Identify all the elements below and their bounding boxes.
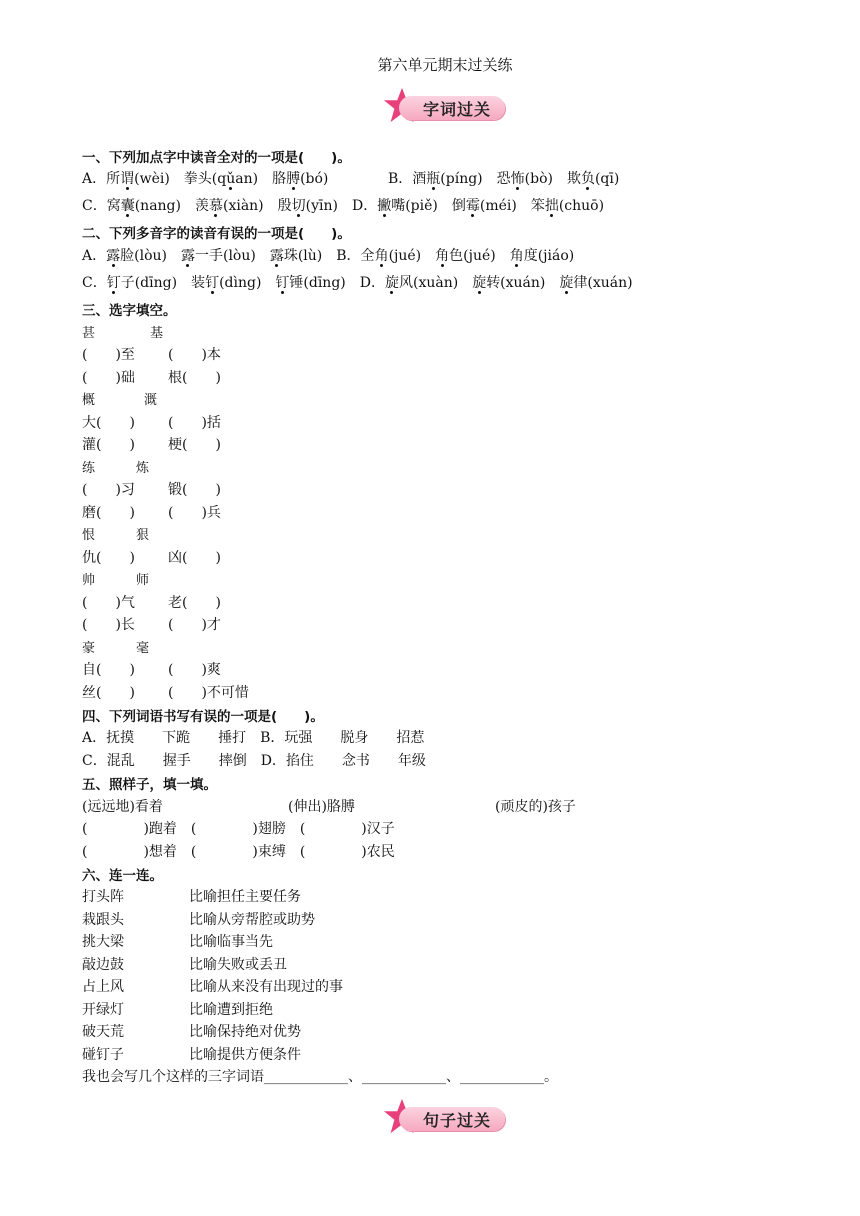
line-37-part-2: 比喻从来没有出现过的事 (189, 979, 343, 995)
line-39-part-2: 比喻保持绝对优势 (189, 1024, 301, 1040)
line-26: A．抚摸 下跪 捶打 B．玩强 脱身 招惹 (82, 730, 425, 746)
dotted-char: 拙 (544, 198, 559, 214)
dotted-char: 负 (580, 171, 595, 187)
dotted-char: 旋 (559, 275, 574, 291)
line-25: 四、下列词语书写有误的一项是( )。 (82, 709, 324, 725)
line-28: 五、照样子，填一填。 (82, 777, 217, 793)
line-41: 我也会写几个这样的三字词语____________、____________、____________。 (82, 1069, 558, 1085)
dotted-char: 旋 (472, 275, 487, 291)
line-37-part-1: 占上风 (82, 979, 124, 995)
line-3: C．窝囊(nang) 羡慕(xiàn) 殷切(yīn) D．撇嘴(piě) 倒霉(méi) 笨拙(chuō) (82, 198, 605, 214)
line-9-part-1: ( )至 (82, 347, 135, 363)
line-38-part-2: 比喻遭到拒绝 (189, 1002, 273, 1018)
badge-label: 字词过关 (423, 100, 492, 119)
line-13-part-1: 灌( ) (82, 437, 135, 453)
line-40-part-2: 比喻提供方便条件 (189, 1047, 301, 1063)
line-29-part-1: (远远地)看着 (82, 799, 163, 815)
dotted-char: 撇 (377, 198, 392, 214)
line-4: 二、下列多音字的读音有误的一项是( )。 (82, 226, 351, 242)
line-35-part-2: 比喻临事当先 (189, 934, 273, 950)
line-29-part-3: (顽皮的)孩子 (495, 799, 576, 815)
line-38-part-1: 开绿灯 (82, 1002, 124, 1018)
line-6: C．钉子(dīng) 装钉(dìng) 钉锤(dīng) D．旋风(xuàn) 旋转(xuán) 旋律(xuán) (82, 275, 633, 291)
line-31: ( )想着 ( )束缚 ( )农民 (82, 844, 395, 860)
dotted-char: 切 (291, 198, 306, 214)
dotted-char: 角 (374, 248, 389, 264)
line-34-part-2: 比喻从旁帮腔或助势 (189, 912, 315, 928)
dotted-char: 谓 (120, 171, 135, 187)
line-24-part-2: ( )不可惜 (168, 685, 249, 701)
dotted-char: 露 (269, 248, 284, 264)
badge-label: 句子过关 (423, 1111, 492, 1130)
dotted-char: 旋 (384, 275, 399, 291)
line-40-part-1: 碰钉子 (82, 1047, 124, 1063)
line-39-part-1: 破天荒 (82, 1024, 124, 1040)
dotted-char: 钉 (275, 275, 290, 291)
line-13-part-2: 梗( ) (168, 437, 221, 453)
line-15-part-2: 锻( ) (168, 482, 221, 498)
line-11-part-2: 溉 (144, 393, 158, 408)
section-badge-sentences (383, 1101, 507, 1137)
line-20-part-2: 老( ) (168, 595, 221, 611)
line-16-part-2: ( )兵 (168, 505, 221, 521)
dotted-char: 露 (106, 248, 121, 264)
line-18-part-1: 仇( ) (82, 550, 135, 566)
line-21-part-1: ( )长 (82, 617, 135, 633)
line-27: C．混乱 握手 摔倒 D．掐住 念书 年级 (82, 753, 426, 769)
dotted-char: 钉 (106, 275, 121, 291)
line-16-part-1: 磨( ) (82, 505, 135, 521)
dotted-char: 钉 (205, 275, 220, 291)
line-10-part-2: 根( ) (168, 370, 221, 386)
line-36-part-1: 敲边鼓 (82, 957, 124, 973)
line-10-part-1: ( )础 (82, 370, 135, 386)
line-1: 一、下列加点字中读音全对的一项是( )。 (82, 150, 351, 166)
line-5: A．露脸(lòu) 露一手(lòu) 露珠(lù) B．全角(jué) 角色(jué) 角度(jiáo) (82, 248, 575, 264)
line-19-part-2: 师 (136, 573, 150, 588)
dotted-char: 角 (435, 248, 450, 264)
dotted-char: 慕 (208, 198, 223, 214)
line-22-part-1: 豪 (82, 641, 96, 656)
line-12-part-2: ( )括 (168, 415, 221, 431)
line-17-part-2: 狠 (136, 528, 150, 543)
line-2-part-1: A．所谓(wèi) 拳头(qǔan) 胳膊(bó) (82, 171, 329, 187)
line-7: 三、选字填空。 (82, 303, 177, 319)
line-15-part-1: ( )习 (82, 482, 135, 498)
line-11-part-1: 概 (82, 393, 96, 408)
line-30: ( )跑着 ( )翅膀 ( )汉子 (82, 821, 395, 837)
line-24-part-1: 丝( ) (82, 685, 135, 701)
line-14-part-1: 练 (82, 461, 96, 476)
dotted-char: 霉 (465, 198, 480, 214)
page-title: 第六单元期末过关练 (377, 56, 513, 74)
section-badge-words (383, 90, 507, 126)
line-23-part-1: 自( ) (82, 662, 135, 678)
line-21-part-2: ( )才 (168, 617, 221, 633)
line-36-part-2: 比喻失败或丢丑 (189, 957, 287, 973)
line-14-part-2: 炼 (136, 461, 150, 476)
dotted-char: 露 (180, 248, 195, 264)
dotted-char: 瓶 (426, 171, 441, 187)
line-12-part-1: 大( ) (82, 415, 135, 431)
dotted-char: 膊 (286, 171, 301, 187)
dotted-char: 囊 (120, 198, 135, 214)
line-8-part-2: 基 (150, 326, 164, 341)
line-2-part-2: B．酒瓶(píng) 恐怖(bò) 欺负(qī) (388, 171, 620, 187)
dotted-char: ǔ (226, 171, 236, 187)
line-23-part-2: ( )爽 (168, 662, 221, 678)
line-33-part-1: 打头阵 (82, 889, 124, 905)
line-8-part-1: 甚 (82, 326, 96, 341)
line-9-part-2: ( )本 (168, 347, 221, 363)
line-32: 六、连一连。 (82, 868, 163, 884)
line-19-part-1: 帅 (82, 573, 96, 588)
dotted-char: 怖 (510, 171, 525, 187)
line-29-part-2: (伸出)胳膊 (288, 799, 355, 815)
dotted-char: 角 (509, 248, 524, 264)
line-17-part-1: 恨 (82, 528, 96, 543)
line-33-part-2: 比喻担任主要任务 (189, 889, 301, 905)
line-20-part-1: ( )气 (82, 595, 135, 611)
line-34-part-1: 栽跟头 (82, 912, 124, 928)
line-18-part-2: 凶( ) (168, 550, 221, 566)
line-22-part-2: 毫 (136, 641, 150, 656)
line-35-part-1: 挑大梁 (82, 934, 124, 950)
